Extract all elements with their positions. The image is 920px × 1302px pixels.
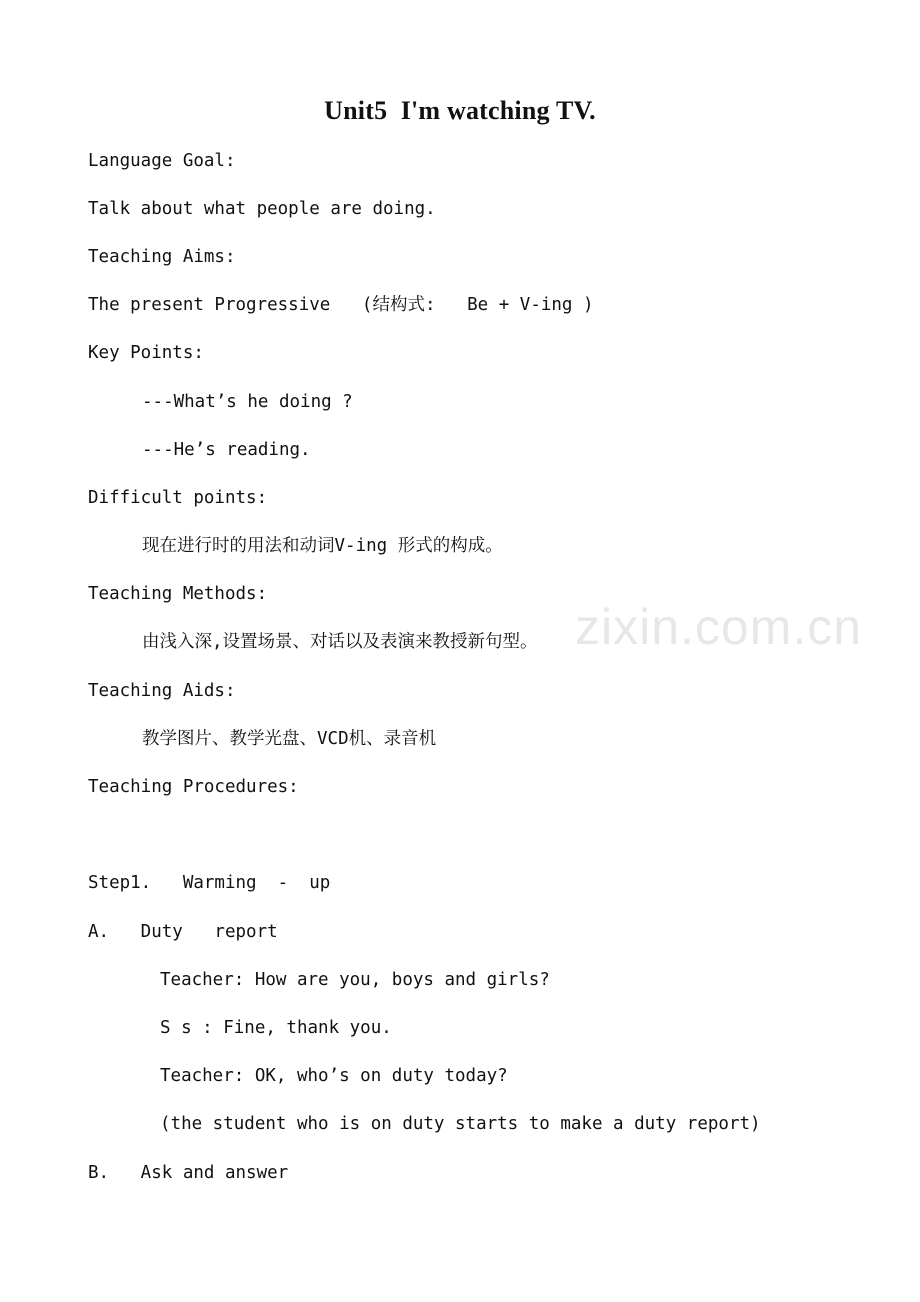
language-goal-text: Talk about what people are doing. (88, 199, 436, 219)
dialog-note: (the student who is on duty starts to make a duty report) (160, 1114, 761, 1134)
key-points-heading: Key Points: (88, 343, 204, 363)
teaching-aims-text: The present Progressive (结构式: Be + V-ing ) (88, 295, 594, 315)
watermark: zixin.com.cn (575, 599, 863, 655)
key-point-answer: ---He’s reading. (142, 440, 311, 460)
teaching-methods-text: 由浅入深,设置场景、对话以及表演来教授新句型。 (142, 632, 538, 652)
teaching-procedures-heading: Teaching Procedures: (88, 777, 299, 797)
teaching-aids-heading: Teaching Aids: (88, 681, 236, 701)
section-a-heading: A. Duty report (88, 922, 278, 942)
teaching-aids-text: 教学图片、教学光盘、VCD机、录音机 (142, 729, 437, 749)
teaching-methods-heading: Teaching Methods: (88, 584, 268, 604)
key-point-question: ---What’s he doing ? (142, 392, 353, 412)
difficult-points-heading: Difficult points: (88, 488, 268, 508)
step1-heading: Step1. Warming - up (88, 873, 331, 893)
dialog-line: Teacher: How are you, boys and girls? (160, 970, 550, 990)
difficult-points-text: 现在进行时的用法和动词V-ing 形式的构成。 (142, 536, 503, 556)
document-title: Unit5 I'm watching TV. (324, 96, 596, 125)
section-b-heading: B. Ask and answer (88, 1163, 289, 1183)
dialog-line: S s : Fine, thank you. (160, 1018, 392, 1038)
language-goal-heading: Language Goal: (88, 151, 236, 171)
teaching-aims-heading: Teaching Aims: (88, 247, 236, 267)
dialog-line: Teacher: OK, who’s on duty today? (160, 1066, 508, 1086)
